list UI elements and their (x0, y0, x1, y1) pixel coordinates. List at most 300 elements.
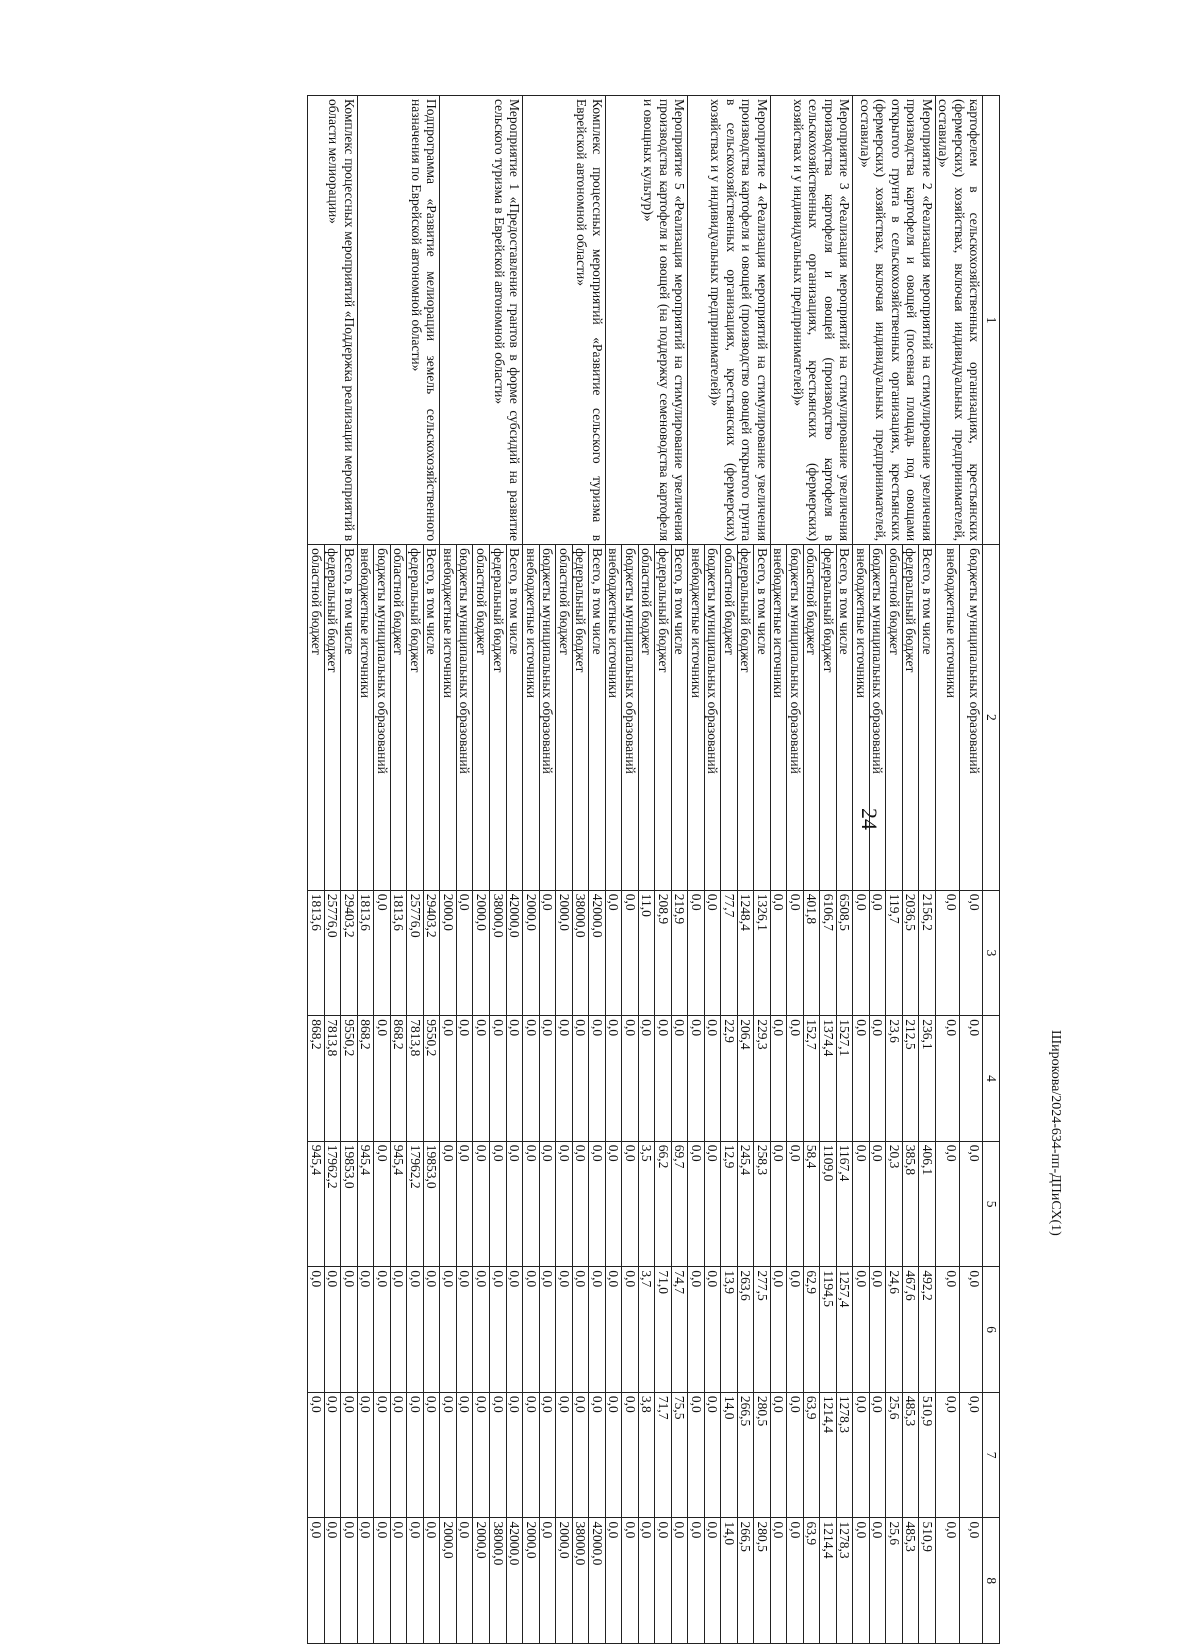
value-cell: 25,6 (886, 1518, 903, 1644)
value-cell: 63,9 (803, 1392, 820, 1518)
value-cell: 280,5 (754, 1392, 771, 1518)
value-cell: 38000,0 (572, 1518, 589, 1644)
value-cell: 0,0 (704, 1141, 721, 1267)
activity-name-cell: Мероприятие 4 «Реализация мероприятий на стимулирование увеличения производства картофеля и овощей (производство овощей открытого грунта в сельскохозяйственных организациях, крестьянских (фермерских) хозяйствах и у индивидуальных предпринимателей)» (688, 96, 771, 545)
funding-source-cell: областной бюджет (390, 545, 407, 891)
value-cell: 66,2 (655, 1141, 672, 1267)
column-number: 2 (983, 545, 1000, 891)
value-cell: 0,0 (770, 1392, 787, 1518)
value-cell: 0,0 (622, 1518, 639, 1644)
column-number: 4 (983, 1016, 1000, 1142)
value-cell: 1214,4 (820, 1392, 837, 1518)
value-cell: 0,0 (770, 1518, 787, 1644)
funding-source-cell: Всего, в том числе (671, 545, 688, 891)
funding-source-cell: бюджеты муниципальных образований (456, 545, 473, 891)
value-cell: 2000,0 (523, 890, 540, 1016)
value-cell: 0,0 (688, 1518, 705, 1644)
value-cell: 74,7 (671, 1267, 688, 1393)
value-cell: 14,0 (721, 1392, 738, 1518)
value-cell: 0,0 (473, 1267, 490, 1393)
value-cell: 0,0 (853, 1267, 870, 1393)
funding-source-cell: Всего, в том числе (836, 545, 853, 891)
value-cell: 212,5 (902, 1016, 919, 1142)
value-cell: 29403,2 (423, 890, 440, 1016)
value-cell: 206,4 (737, 1016, 754, 1142)
funding-source-cell: внебюджетные источники (688, 545, 705, 891)
value-cell: 2000,0 (473, 890, 490, 1016)
value-cell: 0,0 (869, 890, 886, 1016)
value-cell: 1109,0 (820, 1141, 837, 1267)
value-cell: 0,0 (440, 1392, 457, 1518)
activity-name-cell: Мероприятие 5 «Реализация мероприятий на стимулирование увеличения производства картофеля и овощей (на поддержку семеноводства картофеля и овощных культур)» (605, 96, 688, 545)
funding-source-cell: бюджеты муниципальных образований (539, 545, 556, 891)
value-cell: 280,5 (754, 1518, 771, 1644)
funding-source-cell: областной бюджет (308, 545, 325, 891)
value-cell: 0,0 (374, 890, 391, 1016)
funding-source-cell: федеральный бюджет (655, 545, 672, 891)
funding-source-cell: бюджеты муниципальных образований (704, 545, 721, 891)
value-cell: 0,0 (539, 1141, 556, 1267)
value-cell: 0,0 (688, 1141, 705, 1267)
value-cell: 0,0 (308, 1267, 325, 1393)
value-cell: 3,8 (638, 1392, 655, 1518)
value-cell: 42000,0 (589, 1518, 606, 1644)
table-row (341, 96, 358, 1644)
value-cell: 0,0 (523, 1392, 540, 1518)
value-cell: 0,0 (959, 1016, 983, 1142)
value-cell: 0,0 (572, 1016, 589, 1142)
value-cell: 17962,2 (407, 1141, 424, 1267)
value-cell: 38000,0 (572, 890, 589, 1016)
value-cell: 0,0 (787, 1141, 804, 1267)
value-cell: 2000,0 (556, 890, 573, 1016)
value-cell: 0,0 (787, 1392, 804, 1518)
value-cell: 0,0 (456, 1267, 473, 1393)
value-cell: 0,0 (490, 1267, 507, 1393)
funding-source-cell: внебюджетные источники (357, 545, 374, 891)
value-cell: 2156,2 (919, 890, 936, 1016)
value-cell: 0,0 (704, 890, 721, 1016)
value-cell: 42000,0 (506, 1518, 523, 1644)
value-cell: 0,0 (572, 1392, 589, 1518)
value-cell: 0,0 (374, 1392, 391, 1518)
value-cell: 0,0 (853, 1518, 870, 1644)
funding-source-cell: областной бюджет (803, 545, 820, 891)
value-cell: 0,0 (440, 1016, 457, 1142)
value-cell: 0,0 (605, 890, 622, 1016)
value-cell: 0,0 (456, 1016, 473, 1142)
value-cell: 0,0 (704, 1016, 721, 1142)
activity-name-cell: Мероприятие 1 «Предоставление грантов в форме субсидий на развитие сельского туризма в Еврейской автономной области» (440, 96, 523, 545)
table-row (671, 96, 688, 1644)
value-cell: 0,0 (770, 890, 787, 1016)
value-cell: 0,0 (357, 1518, 374, 1644)
value-cell: 0,0 (589, 1392, 606, 1518)
value-cell: 11,0 (638, 890, 655, 1016)
funding-source-cell: Всего, в том числе (589, 545, 606, 891)
funding-source-cell: бюджеты муниципальных образований (374, 545, 391, 891)
activity-name-cell: Подпрограмма «Развитие мелиорации земель сельскохозяйственного назначения по Еврейской автономной области» (357, 96, 440, 545)
value-cell: 0,0 (572, 1267, 589, 1393)
value-cell: 0,0 (440, 1141, 457, 1267)
value-cell: 0,0 (556, 1392, 573, 1518)
value-cell: 277,5 (754, 1267, 771, 1393)
value-cell: 1278,3 (836, 1392, 853, 1518)
value-cell: 219,9 (671, 890, 688, 1016)
funding-source-cell: Всего, в том числе (341, 545, 358, 891)
funding-source-cell: Всего, в том числе (506, 545, 523, 891)
value-cell: 0,0 (589, 1141, 606, 1267)
value-cell: 0,0 (473, 1392, 490, 1518)
value-cell: 485,3 (902, 1392, 919, 1518)
value-cell: 58,4 (803, 1141, 820, 1267)
value-cell: 0,0 (688, 890, 705, 1016)
value-cell: 0,0 (959, 1392, 983, 1518)
value-cell: 3,7 (638, 1267, 655, 1393)
value-cell: 119,7 (886, 890, 903, 1016)
value-cell: 0,0 (622, 1392, 639, 1518)
value-cell: 63,9 (803, 1518, 820, 1644)
activity-name-cell: Мероприятие 3 «Реализация мероприятий на стимулирование увеличения производства картофеля и овощей (производство картофеля в сельскохозяйственных организациях, крестьянских (фермерских) хозяйствах и у индивидуальных предпринимателей)» (770, 96, 853, 545)
value-cell: 385,8 (902, 1141, 919, 1267)
funding-source-cell: федеральный бюджет (902, 545, 919, 891)
value-cell: 0,0 (539, 1392, 556, 1518)
value-cell: 0,0 (959, 1141, 983, 1267)
value-cell: 406,1 (919, 1141, 936, 1267)
value-cell: 0,0 (935, 1016, 959, 1142)
value-cell: 258,3 (754, 1141, 771, 1267)
funding-source-cell: внебюджетные источники (853, 545, 870, 891)
funding-source-cell: областной бюджет (721, 545, 738, 891)
value-cell: 0,0 (556, 1016, 573, 1142)
value-cell: 0,0 (605, 1392, 622, 1518)
value-cell: 1326,1 (754, 890, 771, 1016)
funding-source-cell: внебюджетные источники (440, 545, 457, 891)
value-cell: 0,0 (787, 1518, 804, 1644)
value-cell: 208,9 (655, 890, 672, 1016)
table-row (959, 96, 983, 1644)
value-cell: 0,0 (935, 890, 959, 1016)
value-cell: 0,0 (869, 1518, 886, 1644)
value-cell: 0,0 (853, 1016, 870, 1142)
value-cell: 23,6 (886, 1016, 903, 1142)
value-cell: 0,0 (456, 1141, 473, 1267)
value-cell: 7813,8 (324, 1016, 341, 1142)
value-cell: 0,0 (935, 1392, 959, 1518)
value-cell: 0,0 (869, 1141, 886, 1267)
funding-source-cell: внебюджетные источники (605, 545, 622, 891)
value-cell: 0,0 (605, 1267, 622, 1393)
value-cell: 0,0 (704, 1267, 721, 1393)
value-cell: 17962,2 (324, 1141, 341, 1267)
value-cell: 0,0 (622, 1141, 639, 1267)
value-cell: 75,5 (671, 1392, 688, 1518)
value-cell: 6508,5 (836, 890, 853, 1016)
value-cell: 9550,2 (423, 1016, 440, 1142)
value-cell: 0,0 (605, 1518, 622, 1644)
value-cell: 0,0 (539, 1267, 556, 1393)
column-number: 5 (983, 1141, 1000, 1267)
value-cell: 1248,4 (737, 890, 754, 1016)
value-cell: 3,5 (638, 1141, 655, 1267)
value-cell: 0,0 (490, 1141, 507, 1267)
value-cell: 245,4 (737, 1141, 754, 1267)
value-cell: 1813,6 (308, 890, 325, 1016)
value-cell: 0,0 (638, 1016, 655, 1142)
funding-source-cell: Всего, в том числе (919, 545, 936, 891)
value-cell: 0,0 (959, 1518, 983, 1644)
value-cell: 0,0 (853, 1141, 870, 1267)
value-cell: 0,0 (341, 1392, 358, 1518)
value-cell: 1527,1 (836, 1016, 853, 1142)
value-cell: 0,0 (787, 1267, 804, 1393)
document-id: Широкова/2024-634-пп-ДПиСХ(1) (1048, 1030, 1063, 1236)
value-cell: 0,0 (473, 1141, 490, 1267)
value-cell: 2000,0 (556, 1518, 573, 1644)
funding-source-cell: федеральный бюджет (324, 545, 341, 891)
value-cell: 868,2 (357, 1016, 374, 1142)
value-cell: 0,0 (456, 1518, 473, 1644)
value-cell: 0,0 (688, 1267, 705, 1393)
activity-name-cell: Мероприятие 2 «Реализация мероприятий на стимулирование увеличения производства картофеля и овощей (посевная площадь под овощами открытого грунта в сельскохозяйственных организациях, крестьянских (фермерских) хозяйствах, включая индивидуальных предпринимателей, составила)» (853, 96, 936, 545)
value-cell: 0,0 (506, 1392, 523, 1518)
table-row (754, 96, 771, 1644)
value-cell: 945,4 (357, 1141, 374, 1267)
table-row (423, 96, 440, 1644)
value-cell: 0,0 (935, 1267, 959, 1393)
value-cell: 0,0 (308, 1518, 325, 1644)
funding-source-cell: федеральный бюджет (820, 545, 837, 891)
value-cell: 0,0 (473, 1016, 490, 1142)
value-cell: 0,0 (324, 1518, 341, 1644)
value-cell: 22,9 (721, 1016, 738, 1142)
column-number: 8 (983, 1518, 1000, 1644)
value-cell: 0,0 (308, 1392, 325, 1518)
value-cell: 0,0 (390, 1392, 407, 1518)
value-cell: 2036,5 (902, 890, 919, 1016)
value-cell: 19853,0 (341, 1141, 358, 1267)
value-cell: 25,6 (886, 1392, 903, 1518)
value-cell: 0,0 (638, 1518, 655, 1644)
value-cell: 0,0 (390, 1518, 407, 1644)
column-number: 6 (983, 1267, 1000, 1393)
value-cell: 0,0 (869, 1016, 886, 1142)
value-cell: 0,0 (506, 1141, 523, 1267)
value-cell: 229,3 (754, 1016, 771, 1142)
value-cell: 0,0 (506, 1016, 523, 1142)
value-cell: 0,0 (770, 1267, 787, 1393)
value-cell: 0,0 (770, 1141, 787, 1267)
value-cell: 467,6 (902, 1267, 919, 1393)
value-cell: 0,0 (423, 1267, 440, 1393)
value-cell: 7813,8 (407, 1016, 424, 1142)
value-cell: 0,0 (357, 1392, 374, 1518)
funding-source-cell: внебюджетные источники (523, 545, 540, 891)
value-cell: 0,0 (374, 1267, 391, 1393)
value-cell: 0,0 (324, 1267, 341, 1393)
value-cell: 13,9 (721, 1267, 738, 1393)
value-cell: 29403,2 (341, 890, 358, 1016)
value-cell: 0,0 (440, 1267, 457, 1393)
value-cell: 0,0 (490, 1392, 507, 1518)
value-cell: 1374,4 (820, 1016, 837, 1142)
value-cell: 2000,0 (440, 890, 457, 1016)
activity-name-cell: Комплекс процессных мероприятий «Развитие сельского туризма в Еврейской автономной области» (523, 96, 606, 545)
value-cell: 0,0 (605, 1016, 622, 1142)
value-cell: 0,0 (787, 1016, 804, 1142)
value-cell: 0,0 (688, 1016, 705, 1142)
value-cell: 42000,0 (506, 890, 523, 1016)
value-cell: 0,0 (523, 1267, 540, 1393)
funding-source-cell: внебюджетные источники (770, 545, 787, 891)
value-cell: 0,0 (589, 1016, 606, 1142)
funding-source-cell: федеральный бюджет (737, 545, 754, 891)
funding-source-cell: областной бюджет (473, 545, 490, 891)
value-cell: 868,2 (390, 1016, 407, 1142)
value-cell: 71,0 (655, 1267, 672, 1393)
table-header-row (983, 96, 1000, 1644)
value-cell: 510,9 (919, 1518, 936, 1644)
funding-source-cell: бюджеты муниципальных образований (787, 545, 804, 891)
value-cell: 9550,2 (341, 1016, 358, 1142)
value-cell: 0,0 (539, 1518, 556, 1644)
funding-source-cell: бюджеты муниципальных образований (959, 545, 983, 891)
value-cell: 38000,0 (490, 1518, 507, 1644)
activity-name-cell: картофелем в сельскохозяйственных организациях, крестьянских (фермерских) хозяйствах, включая индивидуальных предпринимателей, составила)» (935, 96, 983, 545)
page-number: 24 (857, 808, 882, 830)
value-cell: 510,9 (919, 1392, 936, 1518)
value-cell: 0,0 (959, 1267, 983, 1393)
value-cell: 0,0 (490, 1016, 507, 1142)
value-cell: 263,6 (737, 1267, 754, 1393)
value-cell: 38000,0 (490, 890, 507, 1016)
value-cell: 236,1 (919, 1016, 936, 1142)
value-cell: 0,0 (853, 890, 870, 1016)
value-cell: 1214,4 (820, 1518, 837, 1644)
value-cell: 0,0 (787, 890, 804, 1016)
value-cell: 42000,0 (589, 890, 606, 1016)
budget-table (307, 95, 1000, 1644)
value-cell: 0,0 (770, 1016, 787, 1142)
funding-source-cell: областной бюджет (556, 545, 573, 891)
value-cell: 0,0 (655, 1518, 672, 1644)
value-cell: 0,0 (374, 1141, 391, 1267)
funding-source-cell: федеральный бюджет (572, 545, 589, 891)
value-cell: 19853,0 (423, 1141, 440, 1267)
value-cell: 485,3 (902, 1518, 919, 1644)
value-cell: 0,0 (407, 1392, 424, 1518)
value-cell: 2000,0 (473, 1518, 490, 1644)
value-cell: 0,0 (423, 1518, 440, 1644)
value-cell: 0,0 (572, 1141, 589, 1267)
value-cell: 0,0 (456, 890, 473, 1016)
value-cell: 0,0 (556, 1141, 573, 1267)
value-cell: 0,0 (390, 1267, 407, 1393)
value-cell: 0,0 (869, 1392, 886, 1518)
funding-source-cell: Всего, в том числе (754, 545, 771, 891)
value-cell: 2000,0 (523, 1518, 540, 1644)
funding-source-cell: федеральный бюджет (490, 545, 507, 891)
funding-source-cell: областной бюджет (638, 545, 655, 891)
value-cell: 0,0 (935, 1141, 959, 1267)
value-cell: 12,9 (721, 1141, 738, 1267)
value-cell: 2000,0 (440, 1518, 457, 1644)
value-cell: 266,5 (737, 1392, 754, 1518)
funding-source-cell: бюджеты муниципальных образований (869, 545, 886, 891)
value-cell: 1813,6 (357, 890, 374, 1016)
value-cell: 152,7 (803, 1016, 820, 1142)
value-cell: 0,0 (407, 1267, 424, 1393)
value-cell: 0,0 (506, 1267, 523, 1393)
value-cell: 401,8 (803, 890, 820, 1016)
value-cell: 0,0 (539, 890, 556, 1016)
value-cell: 1194,5 (820, 1267, 837, 1393)
value-cell: 0,0 (622, 1267, 639, 1393)
value-cell: 77,7 (721, 890, 738, 1016)
value-cell: 0,0 (423, 1392, 440, 1518)
value-cell: 6106,7 (820, 890, 837, 1016)
activity-name-cell: Комплекс процессных мероприятий «Поддержка реализации мероприятий в области мелиорации» (308, 96, 358, 545)
funding-source-cell: областной бюджет (886, 545, 903, 891)
value-cell: 0,0 (341, 1267, 358, 1393)
value-cell: 24,6 (886, 1267, 903, 1393)
value-cell: 0,0 (655, 1016, 672, 1142)
value-cell: 25776,0 (407, 890, 424, 1016)
value-cell: 0,0 (324, 1392, 341, 1518)
value-cell: 0,0 (523, 1016, 540, 1142)
value-cell: 1257,4 (836, 1267, 853, 1393)
funding-source-cell: бюджеты муниципальных образований (622, 545, 639, 891)
value-cell: 0,0 (374, 1016, 391, 1142)
table-row (836, 96, 853, 1644)
column-number: 7 (983, 1392, 1000, 1518)
value-cell: 0,0 (589, 1267, 606, 1393)
value-cell: 0,0 (341, 1518, 358, 1644)
table-row (506, 96, 523, 1644)
value-cell: 266,5 (737, 1518, 754, 1644)
funding-source-cell: Всего, в том числе (423, 545, 440, 891)
value-cell: 945,4 (390, 1141, 407, 1267)
value-cell: 0,0 (556, 1267, 573, 1393)
value-cell: 0,0 (935, 1518, 959, 1644)
column-number: 1 (983, 96, 1000, 545)
value-cell: 868,2 (308, 1016, 325, 1142)
value-cell: 0,0 (539, 1016, 556, 1142)
value-cell: 0,0 (704, 1392, 721, 1518)
value-cell: 0,0 (959, 890, 983, 1016)
column-number: 3 (983, 890, 1000, 1016)
value-cell: 62,9 (803, 1267, 820, 1393)
value-cell: 69,7 (671, 1141, 688, 1267)
budget-table-container (120, 95, 1000, 1644)
value-cell: 0,0 (622, 1016, 639, 1142)
table-row (589, 96, 606, 1644)
value-cell: 0,0 (869, 1267, 886, 1393)
value-cell: 0,0 (671, 1016, 688, 1142)
value-cell: 1813,6 (390, 890, 407, 1016)
value-cell: 0,0 (671, 1518, 688, 1644)
funding-source-cell: внебюджетные источники (935, 545, 959, 891)
value-cell: 0,0 (704, 1518, 721, 1644)
value-cell: 0,0 (605, 1141, 622, 1267)
value-cell: 492,2 (919, 1267, 936, 1393)
value-cell: 0,0 (523, 1141, 540, 1267)
value-cell: 0,0 (853, 1392, 870, 1518)
value-cell: 1278,3 (836, 1518, 853, 1644)
value-cell: 945,4 (308, 1141, 325, 1267)
value-cell: 0,0 (357, 1267, 374, 1393)
value-cell: 0,0 (456, 1392, 473, 1518)
